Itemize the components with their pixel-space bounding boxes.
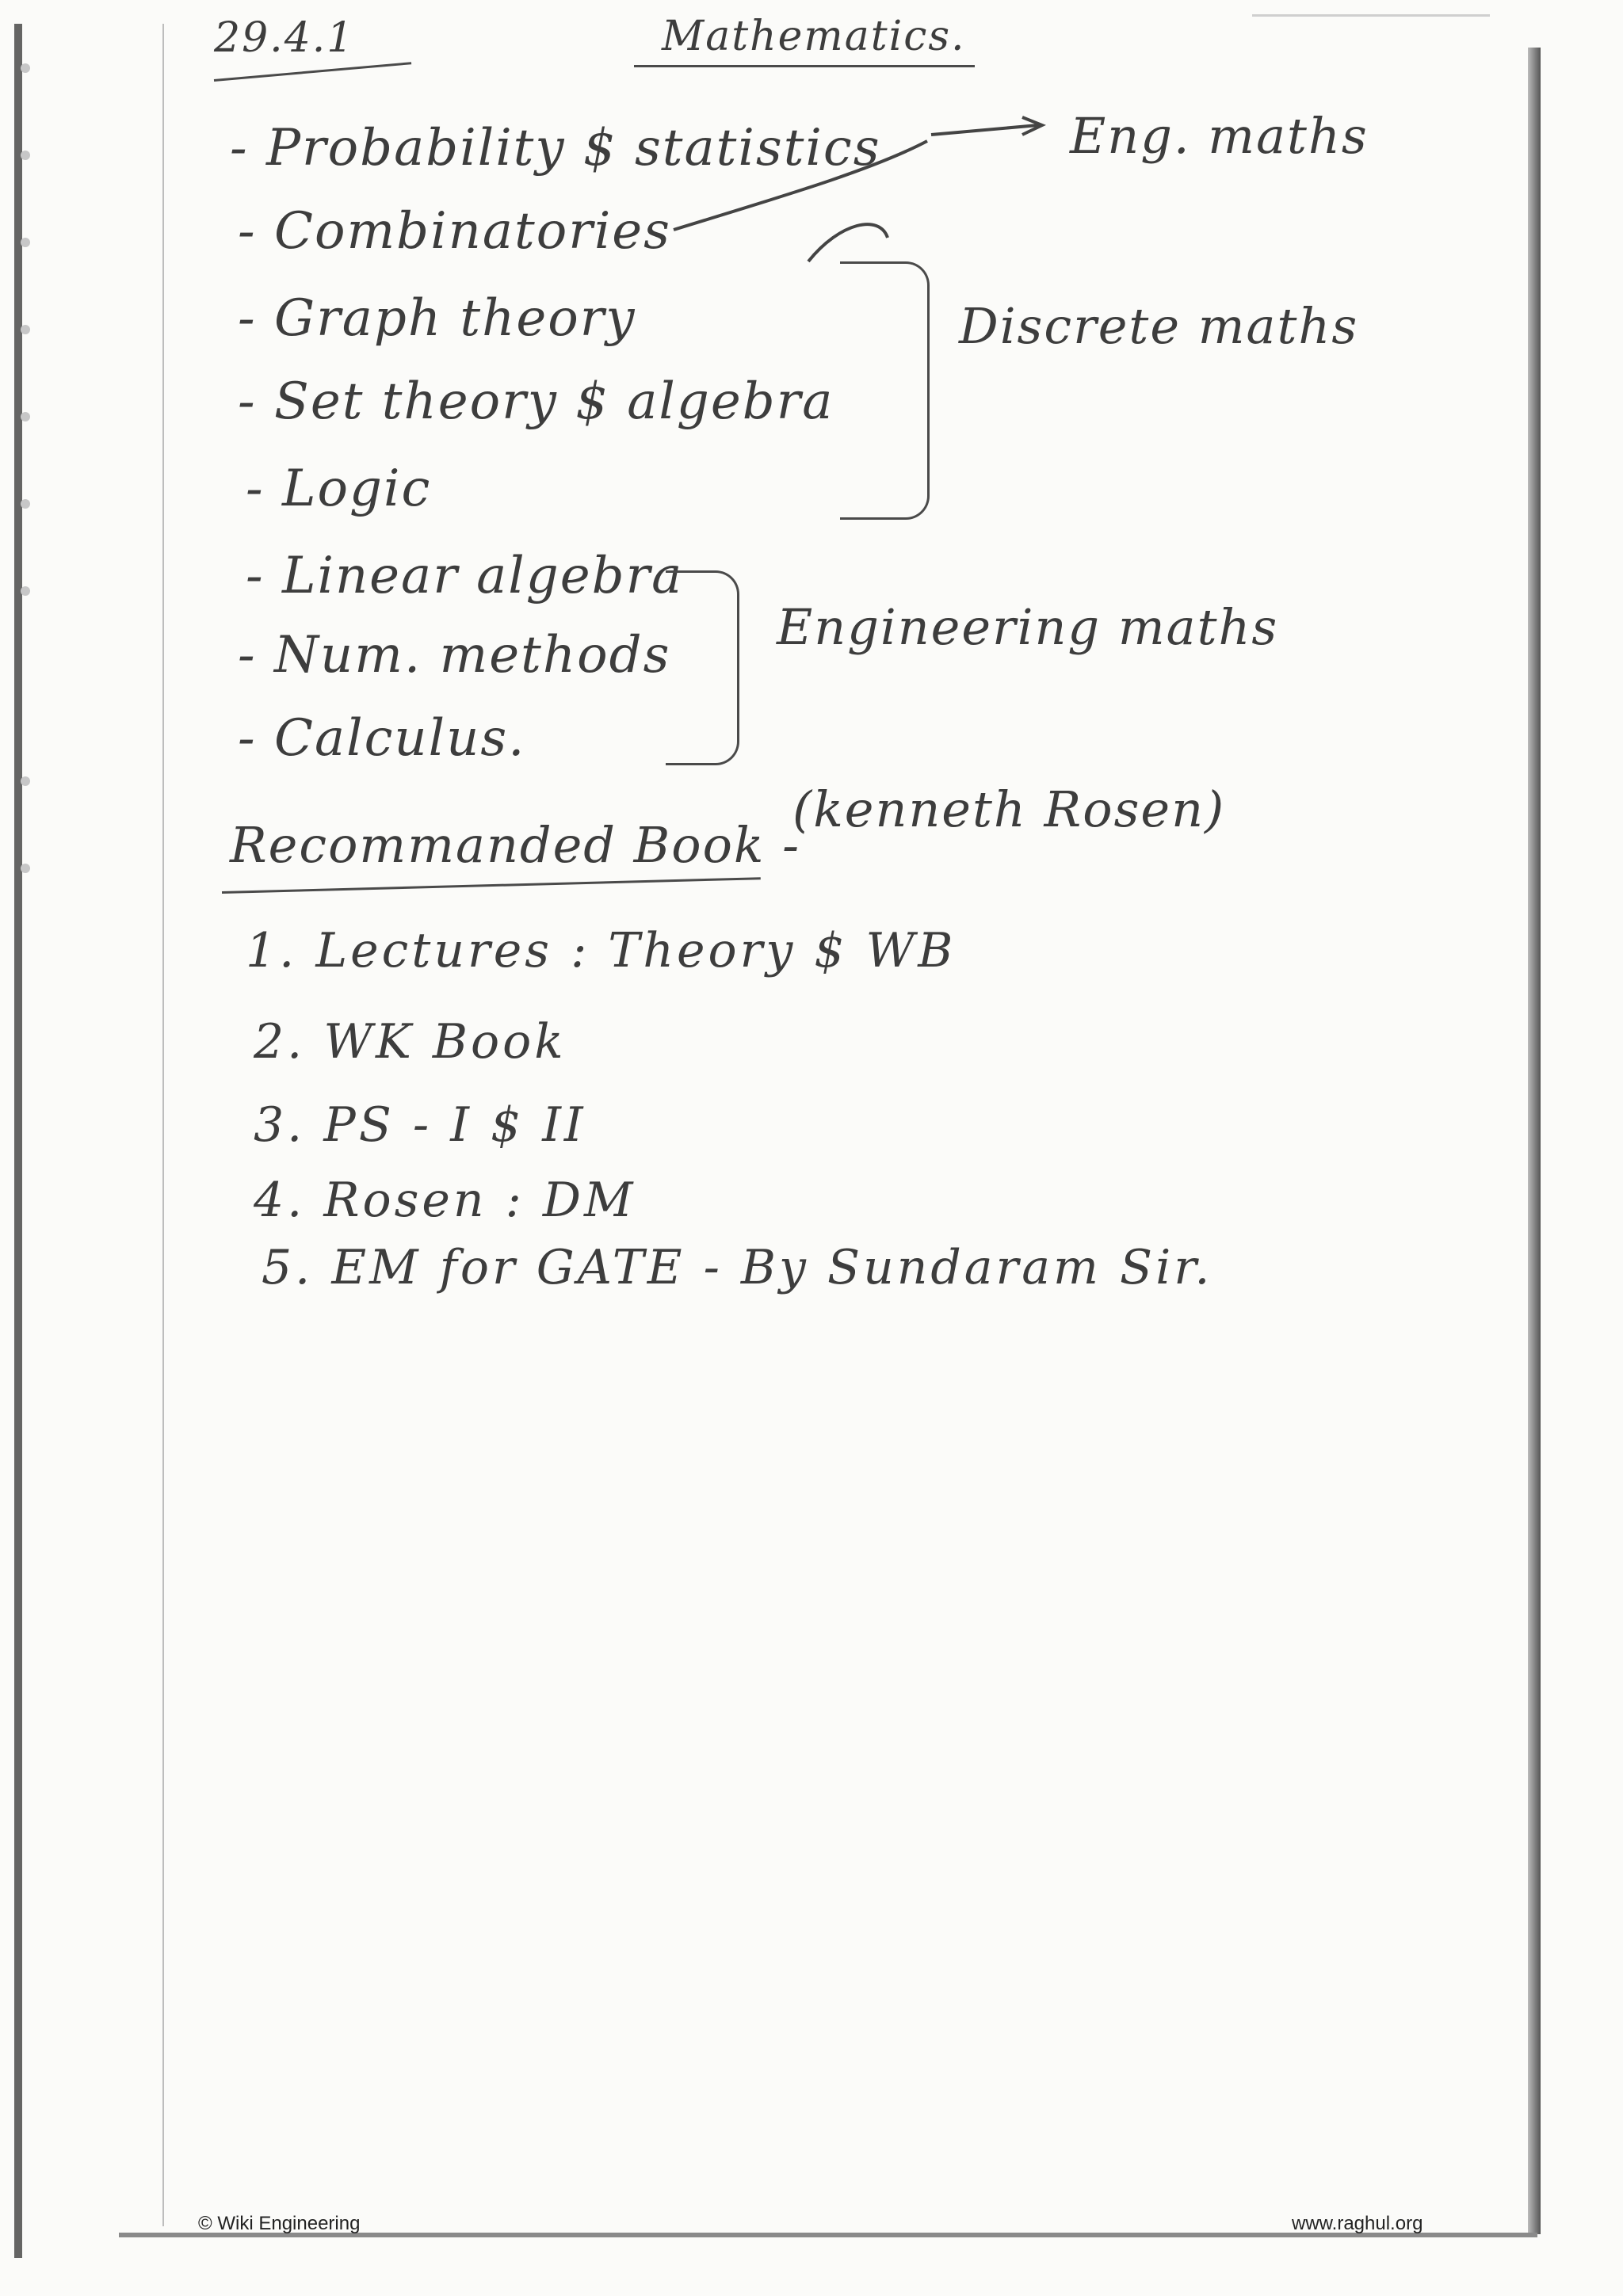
group-discrete-maths: Discrete maths [959,297,1359,355]
page-top-edge [1252,14,1490,17]
margin-rule [162,24,164,2226]
recommended-underline [222,877,761,894]
group-eng-maths-short: Eng. maths [1070,107,1369,165]
source-item-5: 5. EM for GATE - By Sundaram Sir. [262,1240,1213,1295]
topic-calculus: - Calculus. [238,709,526,768]
page-right-edge [1528,48,1541,2234]
date-underline [214,62,411,82]
punch-hole [21,586,30,596]
topic-combinatorics: - Combinatories [238,202,671,261]
page-date: 29.4.1 [214,14,355,62]
footer-website: www.raghul.org [1292,2213,1423,2234]
footer-copyright: © Wiki Engineering [198,2213,361,2234]
page-title: Mathematics. [662,13,966,60]
recommended-label: Recommanded Book - [230,816,801,874]
punch-hole [21,776,30,786]
group-engineering-maths: Engineering maths [777,598,1279,656]
topic-numerical-methods: - Num. methods [238,626,671,685]
source-item-4: 4. Rosen : DM [254,1173,636,1228]
source-item-1: 1. Lectures : Theory $ WB [246,923,957,978]
title-underline [634,65,975,67]
recommended-author: (kenneth Rosen) [792,780,1226,838]
punch-hole [21,864,30,873]
punch-hole [21,499,30,509]
source-item-2: 2. WK Book [254,1014,567,1070]
punch-hole [21,151,30,160]
topic-probability: - Probability $ statistics [230,119,881,177]
punch-hole [21,63,30,73]
engineering-brace [666,570,739,765]
topic-logic: - Logic [246,460,432,518]
punch-hole [21,412,30,421]
discrete-brace [840,261,930,520]
topic-linear-algebra: - Linear algebra [246,547,684,605]
punch-hole [21,325,30,334]
source-item-3: 3. PS - I $ II [254,1097,586,1153]
topic-set-theory: - Set theory $ algebra [238,372,834,431]
punch-hole [21,238,30,247]
topic-graph-theory: - Graph theory [238,289,636,348]
binding-edge [14,24,22,2258]
